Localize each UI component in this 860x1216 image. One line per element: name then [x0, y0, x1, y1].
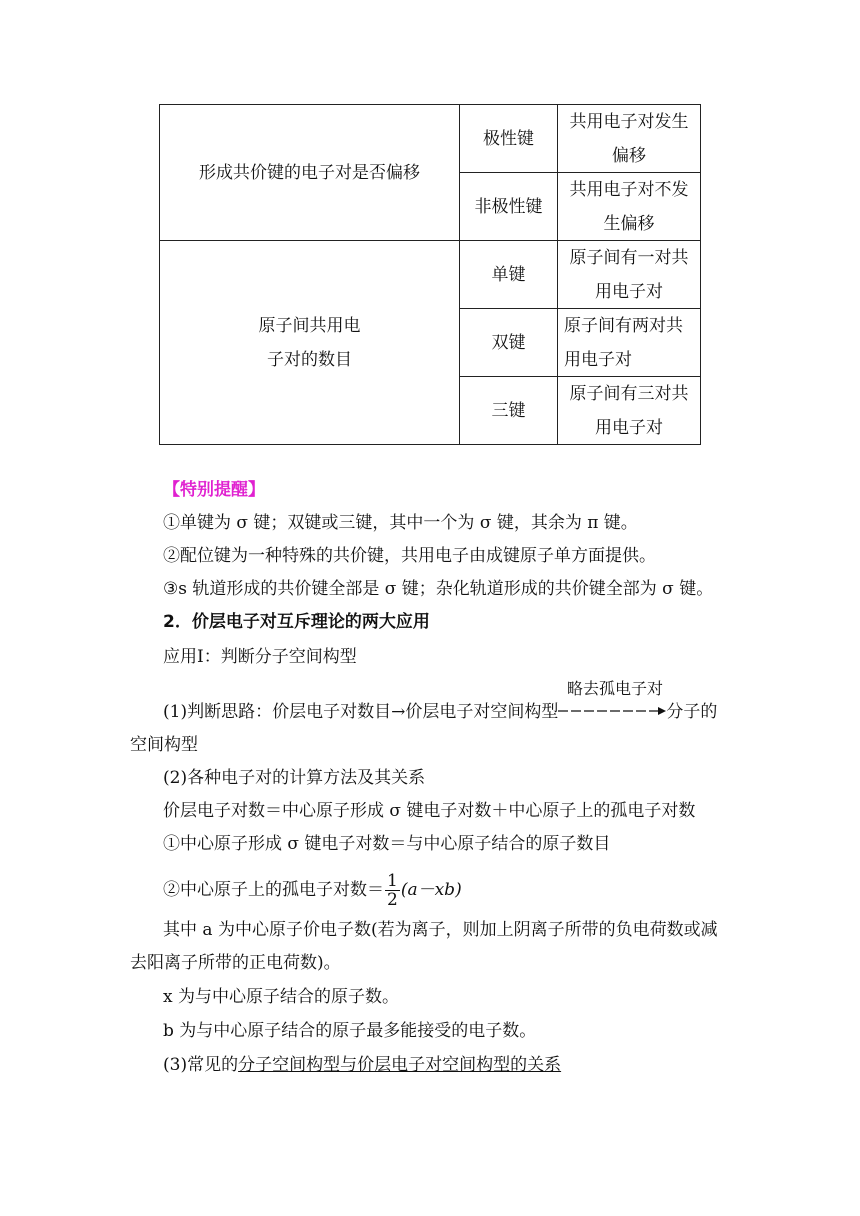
section-heading: 2．价层电子对互斥理论的两大应用 — [163, 612, 430, 632]
a-note-line-2: 去阳离子所带的正电荷数)。 — [130, 953, 341, 973]
formula-expression: (a－xb) — [400, 880, 462, 900]
step-2-title: (2)各种电子对的计算方法及其关系 — [163, 768, 426, 788]
fraction — [385, 872, 400, 909]
tip-line-1: ①单键为 σ 键；双键或三键，其中一个为 σ 键，其余为 π 键。 — [163, 513, 638, 533]
double-bond-desc — [558, 309, 700, 376]
a-note-line-1: 其中 a 为中心原子价电子数(若为离子，则加上阴离子所带的负电荷数或减 — [163, 920, 718, 940]
nonpolar-bond-desc — [558, 173, 700, 240]
row-label-text: 形成共价键的电子对是否偏移 — [199, 162, 420, 183]
step-1-continuation: 空间构型 — [130, 735, 198, 755]
cell-text: 非极性键 — [474, 196, 543, 217]
step-1-suffix: 分子的 — [666, 702, 718, 722]
step-3-title — [163, 1053, 561, 1077]
cell-text: 共用电子对不发 — [569, 179, 689, 200]
cell-text: 单键 — [491, 264, 526, 285]
b-note: b 为与中心原子结合的原子最多能接受的电子数。 — [163, 1021, 537, 1041]
formula-prefix: ②中心原子上的孤电子对数＝ — [163, 880, 384, 900]
single-bond-name — [460, 241, 557, 308]
row-label-text: 原子间共用电 — [258, 315, 361, 336]
polar-bond-name — [460, 105, 557, 172]
cell-text: 用电子对 — [564, 349, 632, 370]
double-bond-name — [460, 309, 557, 376]
cell-text: 生偏移 — [603, 213, 655, 234]
fraction-numerator: 1 — [387, 871, 398, 891]
tip-line-2: ②配位键为一种特殊的共价键，共用电子由成键原子单方面提供。 — [163, 546, 656, 566]
polar-bond-desc — [558, 105, 700, 172]
right-arrow-icon: → — [391, 702, 406, 722]
cell-text: 三键 — [491, 400, 526, 421]
application-1-title: 应用Ⅰ：判断分子空间构型 — [163, 647, 357, 667]
cell-text: 用电子对 — [595, 417, 663, 438]
nonpolar-bond-name — [460, 173, 557, 240]
tip-heading: 【特别提醒】 — [163, 480, 265, 500]
single-bond-desc — [558, 241, 700, 308]
triple-bond-desc — [558, 377, 700, 444]
tip-line-3: ③s 轨道形成的共价键全部是 σ 键；杂化轨道形成的共价键全部为 σ 键。 — [163, 579, 714, 599]
row-label-text: 子对的数目 — [267, 349, 352, 370]
cell-text: 极性键 — [483, 128, 534, 149]
formula-main: 价层电子对数＝中心原子形成 σ 键电子对数＋中心原子上的孤电子对数 — [163, 801, 696, 821]
cell-text: 偏移 — [612, 145, 646, 166]
table-border-right — [700, 104, 701, 445]
arrow-label: 略去孤电子对 — [567, 679, 664, 698]
step-1-prefix: (1)判断思路：价层电子对数目 — [163, 702, 392, 722]
step-1-mid: 价层电子对空间构型 — [405, 702, 559, 722]
cell-text: 共用电子对发生 — [569, 111, 689, 132]
cell-text: 原子间有一对共 — [569, 247, 689, 268]
cell-text: 原子间有三对共 — [569, 383, 689, 404]
step-3-underlined: 分子空间构型与价层电子对空间构型的关系 — [238, 1055, 562, 1075]
cell-text: 原子间有两对共 — [564, 315, 683, 336]
long-arrow-icon — [558, 699, 666, 723]
cell-text: 双键 — [491, 332, 526, 353]
x-note: x 为与中心原子结合的原子数。 — [163, 987, 399, 1007]
step-1-line — [163, 700, 717, 725]
formula-sigma-pairs: ①中心原子形成 σ 键电子对数＝与中心原子结合的原子数目 — [163, 834, 611, 854]
triple-bond-name — [460, 377, 557, 444]
step-3-prefix: (3)常见的 — [163, 1055, 239, 1075]
fraction-denominator: 2 — [387, 890, 398, 910]
row-label-polarity — [160, 105, 459, 240]
bond-classification-table — [159, 104, 701, 445]
formula-lone-pairs — [163, 870, 462, 910]
cell-text: 用电子对 — [595, 281, 663, 302]
row-label-pair-count — [160, 241, 459, 444]
